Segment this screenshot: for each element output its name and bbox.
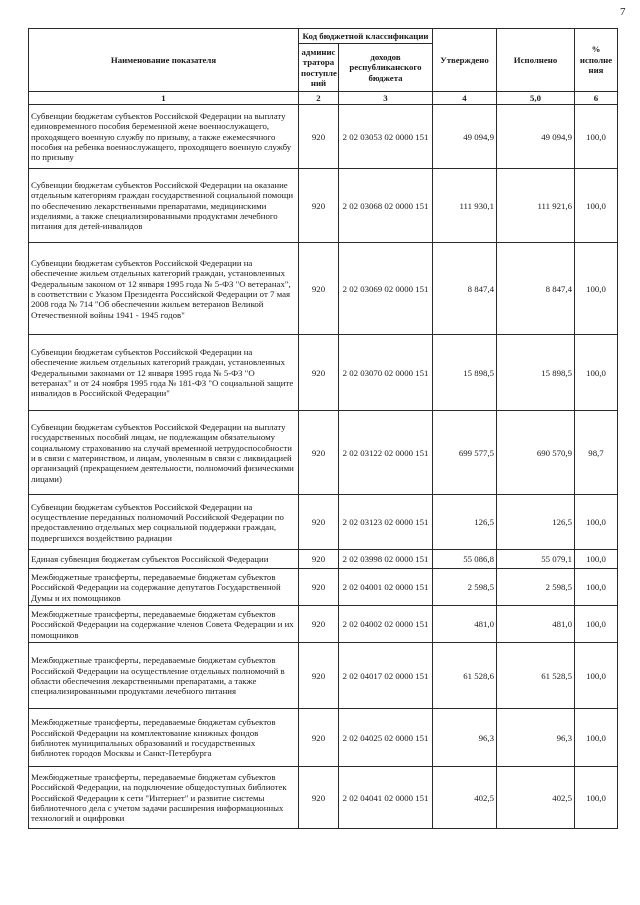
table-row — [29, 606, 618, 643]
budget-table — [28, 28, 618, 829]
admin-code-cell: 920 — [299, 550, 339, 569]
row-name-cell: Субвенции бюджетам субъектов Российской Федерации на выплату единовременного пособия беременной жене военнослужащего, проходящего военную службу по призыву, а также ежемесячного пособия на ребенка военнослужащего, проходящего военную службу по призыву — [29, 105, 299, 169]
income-code-cell: 2 02 03123 02 0000 151 — [339, 495, 433, 550]
percent-cell: 100,0 — [575, 335, 618, 411]
row-name-cell: Межбюджетные трансферты, передаваемые бюджетам субъектов Российской Федерации на комплектование книжных фондов библиотек муниципальных образований и государственных библиотек городов Москвы и Санкт-Петербурга — [29, 709, 299, 767]
header-percent: % исполне ния — [575, 29, 618, 92]
income-code-cell: 2 02 03068 02 0000 151 — [339, 169, 433, 243]
executed-cell: 61 528,5 — [497, 643, 575, 709]
column-number: 2 — [299, 92, 339, 105]
table-row — [29, 335, 618, 411]
percent-cell: 100,0 — [575, 643, 618, 709]
table-row — [29, 643, 618, 709]
row-name-cell: Субвенции бюджетам субъектов Российской Федерации на обеспечение жильем отдельных категорий граждан, установленных Федеральными законами от 12 января 1995 года № 5-ФЗ "О ветеранах" и от 24 ноября 1995 года № 181-ФЗ "О социальной защите инвалидов в Российской Федерации" — [29, 335, 299, 411]
column-number: 3 — [339, 92, 433, 105]
table-row — [29, 169, 618, 243]
income-code-cell: 2 02 03069 02 0000 151 — [339, 243, 433, 335]
row-name-cell: Субвенции бюджетам субъектов Российской Федерации на оказание отдельным категориям граждан государственной социальной помощи по обеспечению лекарственными препаратами, медицинскими изделиями, а также специализированными продуктами лечебного питания для детей-инвалидов — [29, 169, 299, 243]
executed-cell: 111 921,6 — [497, 169, 575, 243]
admin-code-cell: 920 — [299, 169, 339, 243]
income-code-cell: 2 02 03122 02 0000 151 — [339, 411, 433, 495]
header-executed: Исполнено — [497, 29, 575, 92]
admin-code-cell: 920 — [299, 411, 339, 495]
admin-code-cell: 920 — [299, 606, 339, 643]
executed-cell: 2 598,5 — [497, 569, 575, 606]
income-code-cell: 2 02 03053 02 0000 151 — [339, 105, 433, 169]
income-code-cell: 2 02 03070 02 0000 151 — [339, 335, 433, 411]
admin-code-cell: 920 — [299, 105, 339, 169]
approved-cell: 8 847,4 — [433, 243, 497, 335]
row-name-cell: Межбюджетные трансферты, передаваемые бюджетам субъектов Российской Федерации на содержание членов Совета Федерации и их помощников — [29, 606, 299, 643]
percent-cell: 100,0 — [575, 105, 618, 169]
header-income: доходов республиканского бюджета — [339, 44, 433, 92]
approved-cell: 15 898,5 — [433, 335, 497, 411]
percent-cell: 100,0 — [575, 767, 618, 829]
percent-cell: 100,0 — [575, 550, 618, 569]
income-code-cell: 2 02 04001 02 0000 151 — [339, 569, 433, 606]
executed-cell: 690 570,9 — [497, 411, 575, 495]
table-row — [29, 495, 618, 550]
approved-cell: 402,5 — [433, 767, 497, 829]
table-row — [29, 105, 618, 169]
table-row — [29, 767, 618, 829]
approved-cell: 111 930,1 — [433, 169, 497, 243]
column-numbers-row — [29, 92, 618, 105]
executed-cell: 96,3 — [497, 709, 575, 767]
income-code-cell: 2 02 04041 02 0000 151 — [339, 767, 433, 829]
admin-code-cell: 920 — [299, 709, 339, 767]
percent-cell: 100,0 — [575, 606, 618, 643]
executed-cell: 8 847,4 — [497, 243, 575, 335]
header-admin: админис тратора поступле ний — [299, 44, 339, 92]
income-code-cell: 2 02 04002 02 0000 151 — [339, 606, 433, 643]
row-name-cell: Субвенции бюджетам субъектов Российской Федерации на выплату государственных пособий лицам, не подлежащим обязательному социальному страхованию на случай временной нетрудоспособности и в связи с материнством, и лицам, уволенным в связи с ликвидацией организаций (прекращением деятельности, полномочий физическими лицами) — [29, 411, 299, 495]
executed-cell: 126,5 — [497, 495, 575, 550]
row-name-cell: Межбюджетные трансферты, передаваемые бюджетам субъектов Российской Федерации на содержание депутатов Государственной Думы и их помощников — [29, 569, 299, 606]
column-number: 4 — [433, 92, 497, 105]
approved-cell: 49 094,9 — [433, 105, 497, 169]
approved-cell: 61 528,6 — [433, 643, 497, 709]
percent-cell: 98,7 — [575, 411, 618, 495]
column-number: 5,0 — [497, 92, 575, 105]
column-number: 6 — [575, 92, 618, 105]
row-name-cell: Межбюджетные трансферты, передаваемые бюджетам субъектов Российской Федерации, на подключение общедоступных библиотек Российской Федерации к сети "Интернет" и развитие системы библиотечного дела с учетом задачи расширения информационных технологий и оцифровки — [29, 767, 299, 829]
percent-cell: 100,0 — [575, 569, 618, 606]
table-row — [29, 550, 618, 569]
approved-cell: 96,3 — [433, 709, 497, 767]
percent-cell: 100,0 — [575, 169, 618, 243]
table-body — [29, 105, 618, 829]
admin-code-cell: 920 — [299, 767, 339, 829]
row-name-cell: Единая субвенция бюджетам субъектов Российской Федерации — [29, 550, 299, 569]
income-code-cell: 2 02 04025 02 0000 151 — [339, 709, 433, 767]
admin-code-cell: 920 — [299, 243, 339, 335]
percent-cell: 100,0 — [575, 243, 618, 335]
admin-code-cell: 920 — [299, 495, 339, 550]
executed-cell: 481,0 — [497, 606, 575, 643]
table-row — [29, 411, 618, 495]
executed-cell: 402,5 — [497, 767, 575, 829]
admin-code-cell: 920 — [299, 569, 339, 606]
percent-cell: 100,0 — [575, 495, 618, 550]
approved-cell: 126,5 — [433, 495, 497, 550]
header-kbk-group: Код бюджетной классификации — [299, 29, 433, 44]
page-number: 7 — [620, 6, 626, 18]
row-name-cell: Субвенции бюджетам субъектов Российской Федерации на осуществление переданных полномочий Российской Федерации по предоставлению отдельных мер социальной поддержки граждан, подвергшихся воздействию радиации — [29, 495, 299, 550]
executed-cell: 15 898,5 — [497, 335, 575, 411]
approved-cell: 699 577,5 — [433, 411, 497, 495]
approved-cell: 481,0 — [433, 606, 497, 643]
admin-code-cell: 920 — [299, 335, 339, 411]
table-row — [29, 243, 618, 335]
row-name-cell: Субвенции бюджетам субъектов Российской Федерации на обеспечение жильем отдельных категорий граждан, установленных Федеральным законом от 12 января 1995 года № 5-ФЗ "О ветеранах", в соответствии с Указом Президента Российской Федерации от 7 мая 2008 года № 714 "Об обеспечении жильем ветеранов Великой Отечественной войны 1941 - 1945 годов" — [29, 243, 299, 335]
income-code-cell: 2 02 04017 02 0000 151 — [339, 643, 433, 709]
admin-code-cell: 920 — [299, 643, 339, 709]
income-code-cell: 2 02 03998 02 0000 151 — [339, 550, 433, 569]
table-row — [29, 709, 618, 767]
row-name-cell: Межбюджетные трансферты, передаваемые бюджетам субъектов Российской Федерации на осуществление отдельных полномочий в области обеспечения лекарственными препаратами, а также специализированными продуктами лечебного питания — [29, 643, 299, 709]
percent-cell: 100,0 — [575, 709, 618, 767]
executed-cell: 55 079,1 — [497, 550, 575, 569]
header-approved: Утверждено — [433, 29, 497, 92]
column-number: 1 — [29, 92, 299, 105]
approved-cell: 2 598,5 — [433, 569, 497, 606]
executed-cell: 49 094,9 — [497, 105, 575, 169]
approved-cell: 55 086,8 — [433, 550, 497, 569]
table-row — [29, 569, 618, 606]
header-name: Наименование показателя — [29, 29, 299, 92]
